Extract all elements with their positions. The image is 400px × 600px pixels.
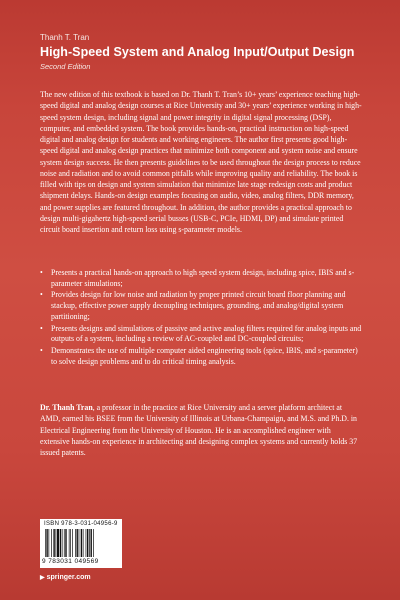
feature-item (40, 290, 362, 323)
feature-text: Provides design for low noise and radiation by proper printed circuit board floor planning and stackup, effective power supply decoupling techniques, grounding, and analog/digital system partitioning; (51, 290, 346, 322)
publisher-website[interactable] (40, 574, 91, 581)
feature-text: Presents designs and simulations of passive and active analog filters required for analog inputs and outputs of a system, including a review of AC-coupled and DC-coupled circuits; (51, 323, 362, 344)
feature-text: Presents a practical hands-on approach to high speed system design, including spice, IBIS and s-parameter simulations; (51, 268, 355, 288)
feature-item (40, 324, 362, 346)
bio-author-name: Dr. Thanh Tran (40, 403, 93, 412)
book-description: The new edition of this textbook is based on Dr. Thanh T. Tran’s 10+ years’ experience teaching high-speed digital and analog design courses at Rice University and 30+ years’ experience working in high-speed system design, including signal and power integrity in digital signal processing (DSP), computer, and embedded system. The book provides hands-on, practical instruction on high-speed digital and analog design for students and working engineers. The author first presents good high-speed digital and analog design practices that minimize both component and system noise and ensure system design success. He then presents guidelines to be used throughout the design process to reduce noise and radiation and to avoid common pitfalls while improving quality and reliability. The book is filled with tips on design and system simulation that minimize late stage redesign costs and product shipment delays. Hands-on design examples focusing on audio, video, analog filters, DDR memory, and power supplies are featured throughout. In addition, the author provides a practical approach to design multi-gigahertz high-speed serial busses (USB-C, PCIe, HDMI, DP) and simulate printed circuit board insertion and return loss using s-parameter models. (40, 90, 362, 234)
feature-item (40, 346, 362, 368)
barcode-digits: 9 783031 049569 (42, 558, 99, 565)
feature-text: Demonstrates the use of multiple computer aided engineering tools (spice, IBIS, and s-parameter) to solve design problems and to do critical timing analysis. (51, 345, 358, 366)
barcode-icon (44, 529, 118, 557)
bullet-icon: • (40, 290, 43, 300)
isbn-barcode-box (40, 519, 122, 568)
feature-list (40, 268, 362, 368)
bullet-icon: • (40, 345, 43, 355)
feature-item (40, 268, 362, 290)
website-text: springer.com (46, 574, 91, 581)
author-bio (40, 402, 362, 458)
bullet-icon: • (40, 268, 43, 277)
arrow-icon: ▶ (40, 575, 45, 581)
author-name: Thanh T. Tran (40, 33, 90, 42)
bio-text: , a professor in the practice at Rice University and a server platform architect at AMD, earned his BSEE from the University of Illinois at Urbana-Champaign, and M.S. and Ph.D. in Electrical Engineering from the University of Houston. He is an accomplished engineer with extensive hands-on experience in architecting and designing complex systems and currently holds 37 issued patents. (40, 403, 358, 457)
bullet-icon: • (40, 323, 43, 333)
isbn-number: ISBN 978-3-031-04956-9 (44, 521, 118, 527)
book-title: High-Speed System and Analog Input/Output Design (40, 45, 355, 59)
edition-label: Second Edition (40, 62, 91, 71)
